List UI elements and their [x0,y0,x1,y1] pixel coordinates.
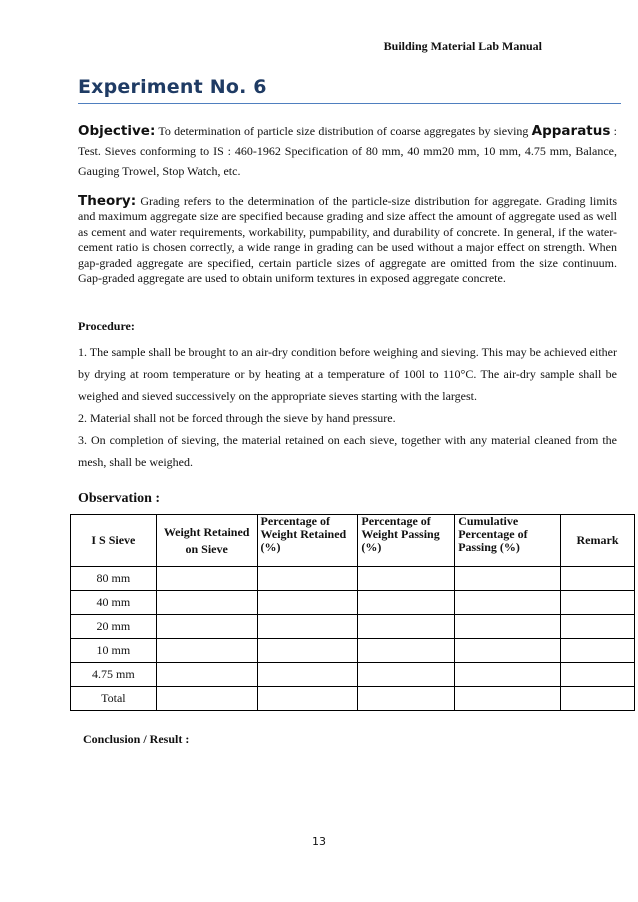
experiment-title: Experiment No. 6 [78,76,267,98]
sieve-size-cell: 80 mm [71,567,157,591]
apparatus-label: Apparatus [531,123,611,139]
procedure-steps [78,341,617,473]
entry-cell[interactable] [257,687,358,711]
entry-cell[interactable] [455,615,561,639]
procedure-step: 3. On completion of sieving, the material retained on each sieve, together with any material cleaned from the mesh, shall be weighed. [78,433,617,469]
entry-cell[interactable] [358,639,455,663]
conclusion-label: Conclusion / Result : [83,732,190,746]
theory-label: Theory: [78,193,137,209]
entry-cell[interactable] [257,591,358,615]
entry-cell[interactable] [455,567,561,591]
table-row [71,687,635,711]
theory-paragraph [78,194,617,286]
entry-cell[interactable] [358,687,455,711]
entry-cell[interactable] [257,615,358,639]
column-header: Weight Retained on Sieve [156,515,257,567]
procedure-step: 1. The sample shall be brought to an air-dry condition before weighing and sieving. This may be achieved either by drying at room temperature or by heating at a temperature of 100l to 110°C. The air-dry sample shall be weighed and sieved successively on the appropriate sieves starting with the largest. [78,345,617,403]
entry-cell[interactable] [455,639,561,663]
table-row [71,615,635,639]
column-header: Percentage of Weight Passing (%) [358,515,455,567]
observation-table [70,514,635,711]
column-header: Cumulative Percentage of Passing (%) [455,515,561,567]
entry-cell[interactable] [455,663,561,687]
page-number: 13 [312,835,326,848]
entry-cell[interactable] [156,615,257,639]
objective-text: To determination of particle size distribution of coarse aggregates by sieving [155,124,532,138]
objective-paragraph [78,121,617,181]
entry-cell[interactable] [257,567,358,591]
entry-cell[interactable] [358,567,455,591]
procedure-heading: Procedure: [78,319,135,333]
observation-heading: Observation : [78,491,161,506]
entry-cell[interactable] [156,687,257,711]
column-header: I S Sieve [71,515,157,567]
table-row [71,567,635,591]
entry-cell[interactable] [358,615,455,639]
column-header: Percentage of Weight Retained (%) [257,515,358,567]
table-row [71,663,635,687]
sieve-size-cell: 10 mm [71,639,157,663]
table-row [71,591,635,615]
entry-cell[interactable] [358,663,455,687]
entry-cell[interactable] [561,687,635,711]
sieve-size-cell: 4.75 mm [71,663,157,687]
entry-cell[interactable] [358,591,455,615]
procedure-step: 2. Material shall not be forced through the sieve by hand pressure. [78,411,396,425]
entry-cell[interactable] [156,591,257,615]
entry-cell[interactable] [257,663,358,687]
entry-cell[interactable] [561,639,635,663]
entry-cell[interactable] [257,639,358,663]
entry-cell[interactable] [455,687,561,711]
title-underline [78,103,621,104]
sieve-size-cell: 40 mm [71,591,157,615]
entry-cell[interactable] [561,591,635,615]
total-cell: Total [71,687,157,711]
table-header-row [71,515,635,567]
sieve-size-cell: 20 mm [71,615,157,639]
entry-cell[interactable] [561,615,635,639]
entry-cell[interactable] [455,591,561,615]
column-header: Remark [561,515,635,567]
running-header: Building Material Lab Manual [383,39,542,53]
table-row [71,639,635,663]
theory-text: Grading refers to the determination of the particle-size distribution for aggregate. Grading limits and maximum aggregate size are specified because grading and size affect the amount of aggregate used as well as cement and water requirements, workability, pumpability, and durability of concrete. In general, if the water-cement ratio is chosen correctly, a wide range in grading can be used without a major effect on strength. When gap-graded aggregate are specified, certain particle sizes of aggregate are omitted from the size continuum. Gap-graded aggregate are used to obtain uniform textures in exposed aggregate concrete. [78,194,617,286]
entry-cell[interactable] [156,639,257,663]
entry-cell[interactable] [561,567,635,591]
entry-cell[interactable] [561,663,635,687]
apparatus-text: : Test. Sieves conforming to IS : 460-1962 Specification of 80 mm, 40 mm20 mm, 10 mm, 4.75 mm, Balance, Gauging Trowel, Stop Watch, etc. [78,124,617,178]
entry-cell[interactable] [156,663,257,687]
objective-label: Objective: [78,123,156,139]
entry-cell[interactable] [156,567,257,591]
